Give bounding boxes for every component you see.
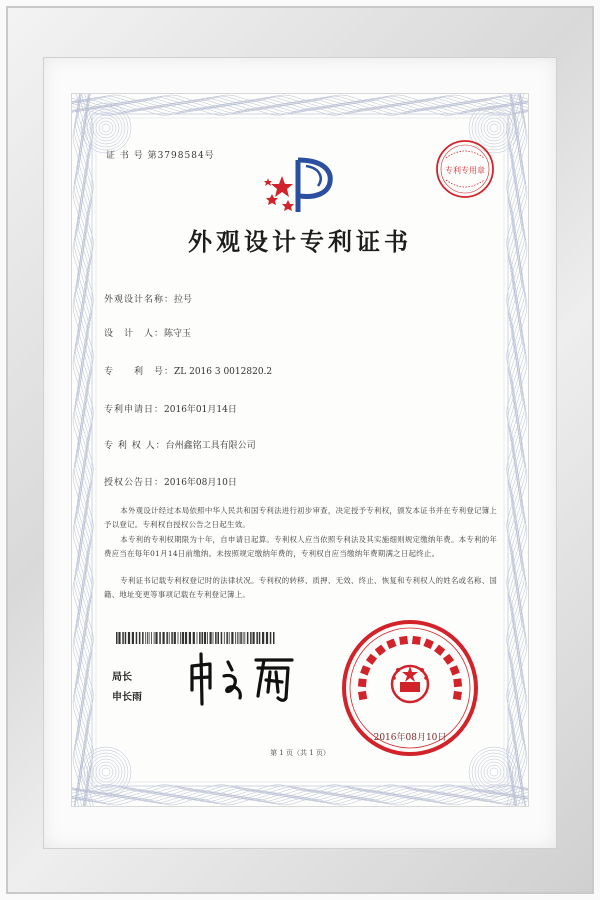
signatory-title: 局长 — [112, 672, 132, 683]
signatory-name: 申长雨 — [112, 692, 142, 703]
field-value: 拉号 — [174, 295, 193, 305]
seal-date: 2016年08月10日 — [373, 733, 447, 743]
field-value: 台州鑫铭工具有限公司 — [165, 441, 256, 451]
official-red-seal — [340, 618, 480, 758]
field-designer — [104, 326, 191, 339]
patent-office-logo — [262, 156, 338, 218]
field-grant-date — [104, 475, 237, 488]
field-label: 专利申请日： — [104, 405, 165, 415]
field-value: 陈守玉 — [164, 329, 192, 339]
logo-star-large — [271, 176, 293, 197]
field-label: 授权公告日： — [104, 478, 165, 488]
field-label: 设 计 人： — [104, 329, 165, 339]
field-application-date — [104, 402, 237, 415]
paragraph-grant: 本外观设计经过本局依照中华人民共和国专利法进行初步审查，决定授予专利权，颁发本证书并在专利登记簿上予以登记。专利权自授权公告之日起生效。 — [104, 506, 498, 529]
paragraph-record: 专利证书记载专利权登记时的法律状况。专利权的转移、质押、无效、终止、恢复和专利权人的姓名或名称、国籍、地址变更等事项记载在专利登记簿上。 — [104, 576, 498, 599]
field-value: ZL 2016 3 0012820.2 — [174, 367, 273, 377]
field-patent-number — [104, 364, 272, 377]
field-design-name — [104, 292, 192, 305]
field-patentee — [104, 438, 256, 451]
paragraph-term: 本专利的专利权期限为十年，自申请日起算。专利权人应当依照专利法及其实施细则规定缴纳年费。本专利的年费应当在每年01月14日前缴纳。未按照规定缴纳年费的，专利权自应当缴纳年费期满之日起终止。 — [104, 535, 498, 558]
national-emblem — [392, 666, 428, 702]
barcode — [116, 632, 276, 644]
field-label: 专 利 权 人： — [104, 441, 166, 451]
small-seal-text: 专利专用章 — [445, 166, 485, 175]
field-label: 专 利 号： — [104, 367, 175, 377]
logo-star-small-3 — [264, 178, 272, 186]
handwritten-signature — [184, 648, 304, 708]
page-footer: 第 1 页（共 1 页） — [270, 749, 330, 757]
small-red-seal — [434, 138, 496, 200]
field-value: 2016年08月10日 — [164, 478, 237, 488]
certificate-paper — [72, 94, 528, 806]
certificate-number: 证 书 号 第3798584号 — [106, 151, 215, 161]
field-label: 外观设计名称： — [104, 295, 175, 305]
logo-star-small-2 — [282, 200, 294, 211]
certificate-title: 外观设计专利证书 — [188, 227, 412, 256]
field-value: 2016年01月14日 — [164, 405, 237, 415]
